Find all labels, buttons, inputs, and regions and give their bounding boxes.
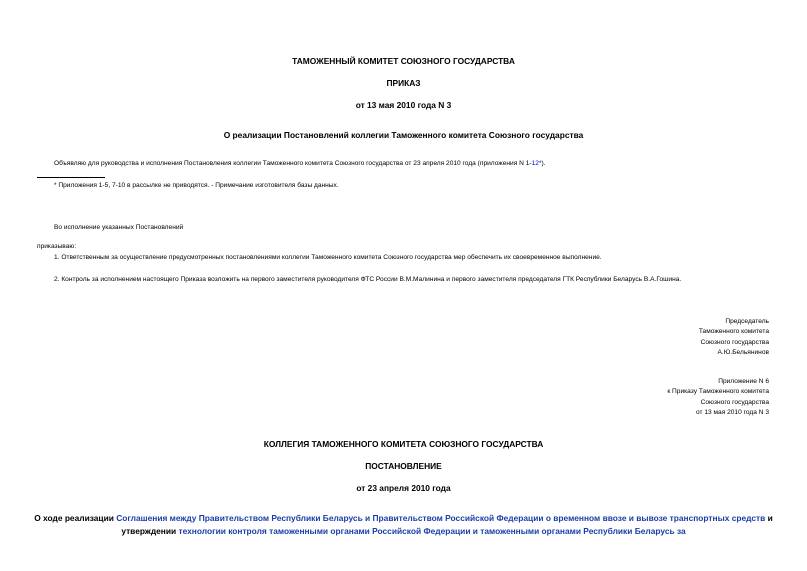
order-item-1: 1. Ответственным за осуществление предусмотренных постановлениями коллегии Таможенного комитета Союзного государства мер обеспечить их своевременное выполнение. [54, 254, 602, 261]
signature-block [699, 317, 769, 359]
appendix-org: Союзного государства [700, 398, 769, 406]
execution-line: Во исполнение указанных Постановлений [54, 224, 184, 231]
intro-paragraph [54, 160, 546, 167]
order-word: приказываю: [37, 243, 77, 250]
order-item-2: 2. Контроль за исполнением настоящего Приказа возложить на первого заместителя руководителя ФТС России В.М.Малинина и первого заместителя председателя ГТК Республики Беларусь В.А.Гошина. [54, 276, 682, 283]
appendix-number: Приложение N 6 [718, 378, 769, 385]
appendix-block [667, 377, 769, 419]
topic-prefix: О ходе реализации [34, 513, 117, 523]
appendix-link[interactable]: 12* [531, 160, 542, 167]
appendix-date: от 13 мая 2010 года N 3 [695, 409, 769, 417]
committee-heading: ТАМОЖЕННЫЙ КОМИТЕТ СОЮЗНОГО ГОСУДАРСТВА [292, 56, 515, 66]
signature-org-2: Союзного государства [700, 338, 769, 346]
intro-text: Объявляю для руководства и исполнения Постановления коллегии Таможенного комитета Союзного государства от 23 апреля 2010 года (приложения N 1- [54, 160, 532, 167]
order-date-number: от 13 мая 2010 года N 3 [355, 100, 452, 110]
board-heading: КОЛЛЕГИЯ ТАМОЖЕННОГО КОМИТЕТА СОЮЗНОГО ГОСУДАРСТВА [263, 439, 544, 449]
order-title: ПРИКАЗ [386, 78, 421, 88]
order-subject: О реализации Постановлений коллегии Таможенного комитета Союзного государства [223, 130, 584, 140]
footnote-divider [37, 177, 105, 178]
intro-suffix: ). [541, 160, 546, 167]
technology-link[interactable]: технологии контроля таможенными органами Российской Федерации и таможенными органами Республики Беларусь за [178, 526, 686, 536]
resolution-title: ПОСТАНОВЛЕНИЕ [365, 461, 442, 471]
agreement-link[interactable]: Соглашения между Правительством Республики Беларусь и Правительством Российской Федерации о временном ввозе и вывозе транспортных средств [116, 513, 766, 523]
topic-middle: и утверждении [121, 513, 773, 536]
appendix-ref: к Приказу Таможенного комитета [667, 388, 769, 396]
signature-name: А.Ю.Бельянинов [717, 349, 769, 357]
footnote: * Приложения 1-5, 7-10 в рассылке не приводятся. - Примечание изготовителя базы данных. [54, 182, 339, 189]
resolution-topic [30, 512, 777, 538]
signature-position: Председатель [725, 318, 769, 325]
signature-org-1: Таможенного комитета [698, 328, 769, 336]
resolution-date: от 23 апреля 2010 года [356, 483, 451, 493]
